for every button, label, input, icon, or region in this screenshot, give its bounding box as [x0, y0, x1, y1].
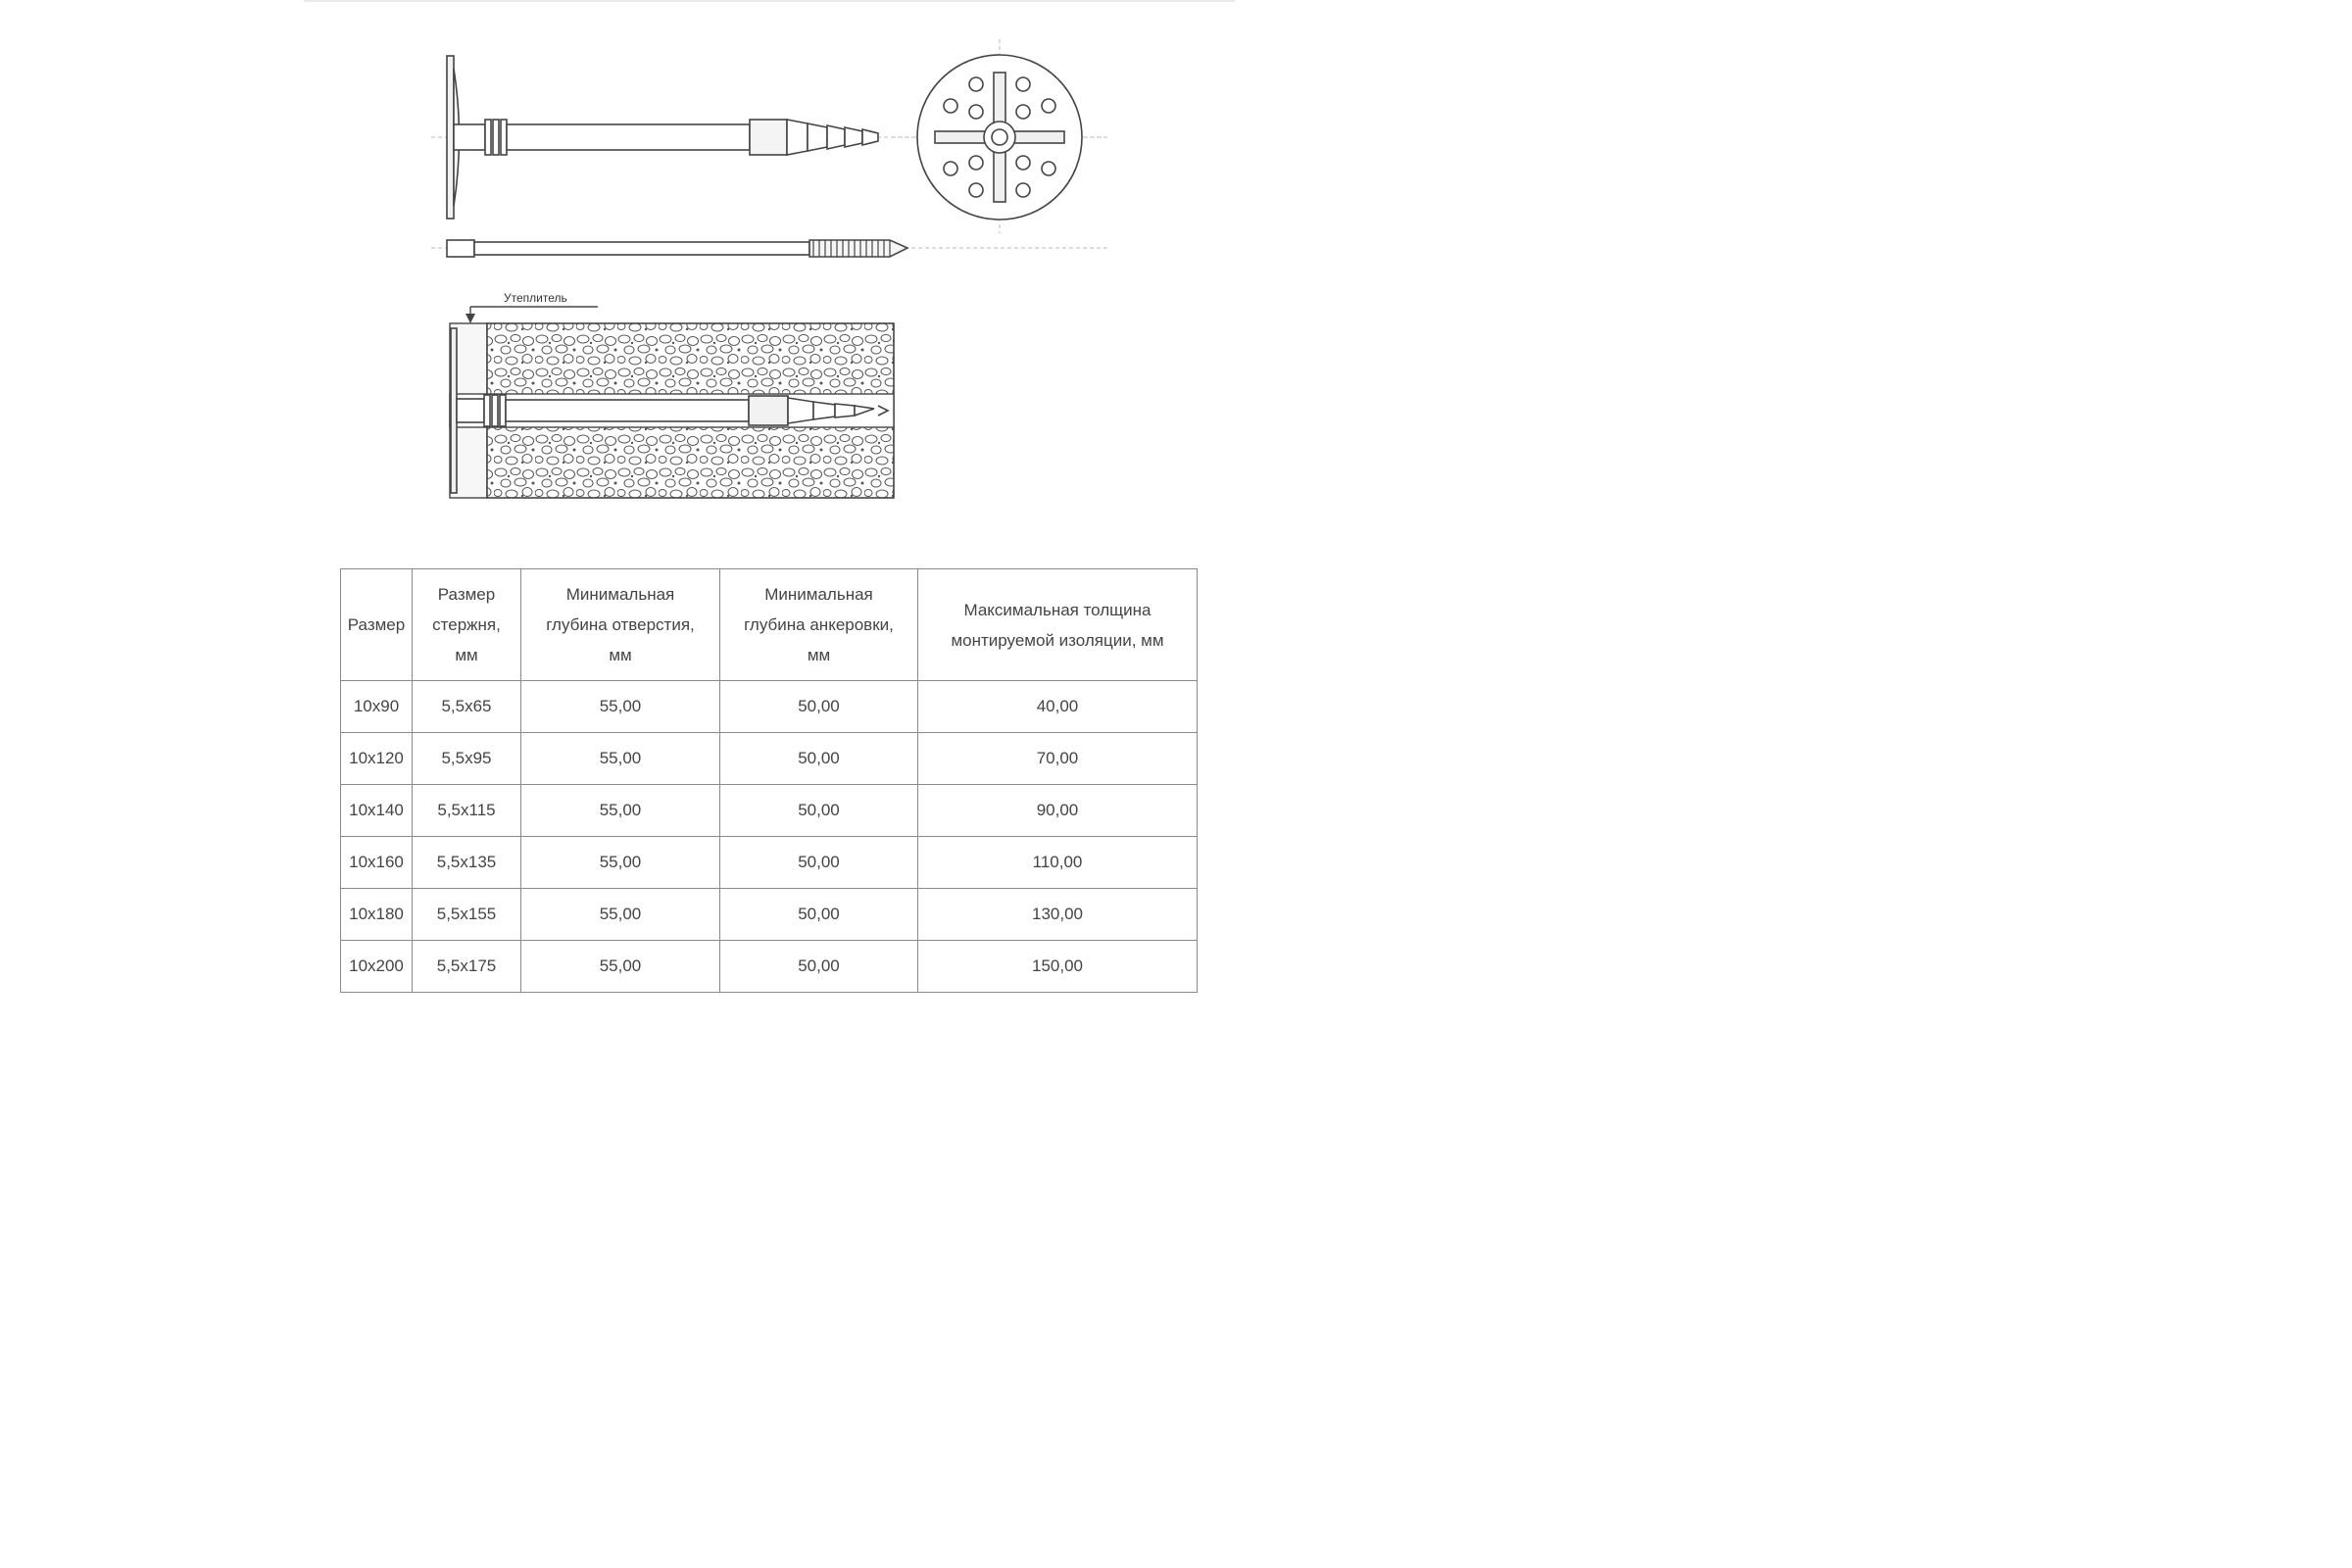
cell-max-insulation-thickness: 110,00 — [918, 837, 1198, 889]
cell-min-anchoring-depth: 50,00 — [720, 733, 918, 785]
cell-size: 10x180 — [341, 889, 413, 941]
cell-size: 10x140 — [341, 785, 413, 837]
header-rod-size: Размер стержня, мм — [413, 569, 521, 681]
cell-min-hole-depth: 55,00 — [521, 785, 720, 837]
cell-min-hole-depth: 55,00 — [521, 889, 720, 941]
cell-max-insulation-thickness: 130,00 — [918, 889, 1198, 941]
cell-min-hole-depth: 55,00 — [521, 733, 720, 785]
cell-size: 10x90 — [341, 681, 413, 733]
table-header-row — [341, 569, 1198, 681]
cell-min-hole-depth: 55,00 — [521, 941, 720, 993]
table-row — [341, 889, 1198, 941]
cell-max-insulation-thickness: 150,00 — [918, 941, 1198, 993]
insulation-label: Утеплитель — [504, 291, 567, 305]
cell-rod-size: 5,5x155 — [413, 889, 521, 941]
header-min-hole-depth: Минимальная глубина отверстия, мм — [521, 569, 720, 681]
installation-section-view — [450, 291, 894, 498]
cell-min-anchoring-depth: 50,00 — [720, 837, 918, 889]
cell-size: 10x120 — [341, 733, 413, 785]
header-max-insulation-thickness: Максимальная толщина монтируемой изоляции, мм — [918, 569, 1198, 681]
cell-min-hole-depth: 55,00 — [521, 681, 720, 733]
table-row — [341, 941, 1198, 993]
table-row — [341, 681, 1198, 733]
cell-size: 10x160 — [341, 837, 413, 889]
cell-rod-size: 5,5x175 — [413, 941, 521, 993]
cell-max-insulation-thickness: 40,00 — [918, 681, 1198, 733]
header-min-anchoring-depth: Минимальная глубина анкеровки, мм — [720, 569, 918, 681]
cell-rod-size: 5,5x65 — [413, 681, 521, 733]
cell-min-anchoring-depth: 50,00 — [720, 889, 918, 941]
dowel-technical-drawing — [0, 0, 1522, 529]
cell-min-anchoring-depth: 50,00 — [720, 785, 918, 837]
cell-min-anchoring-depth: 50,00 — [720, 681, 918, 733]
table-row — [341, 733, 1198, 785]
cell-max-insulation-thickness: 90,00 — [918, 785, 1198, 837]
cell-rod-size: 5,5x115 — [413, 785, 521, 837]
cell-min-anchoring-depth: 50,00 — [720, 941, 918, 993]
cell-rod-size: 5,5x135 — [413, 837, 521, 889]
cell-size: 10x200 — [341, 941, 413, 993]
cell-rod-size: 5,5x95 — [413, 733, 521, 785]
cell-max-insulation-thickness: 70,00 — [918, 733, 1198, 785]
cell-min-hole-depth: 55,00 — [521, 837, 720, 889]
header-size: Размер — [341, 569, 413, 681]
dowel-specification-table — [340, 568, 1198, 993]
screw-nail-view — [431, 240, 1107, 257]
table-row — [341, 785, 1198, 837]
washer-front-view — [892, 39, 1107, 233]
table-row — [341, 837, 1198, 889]
